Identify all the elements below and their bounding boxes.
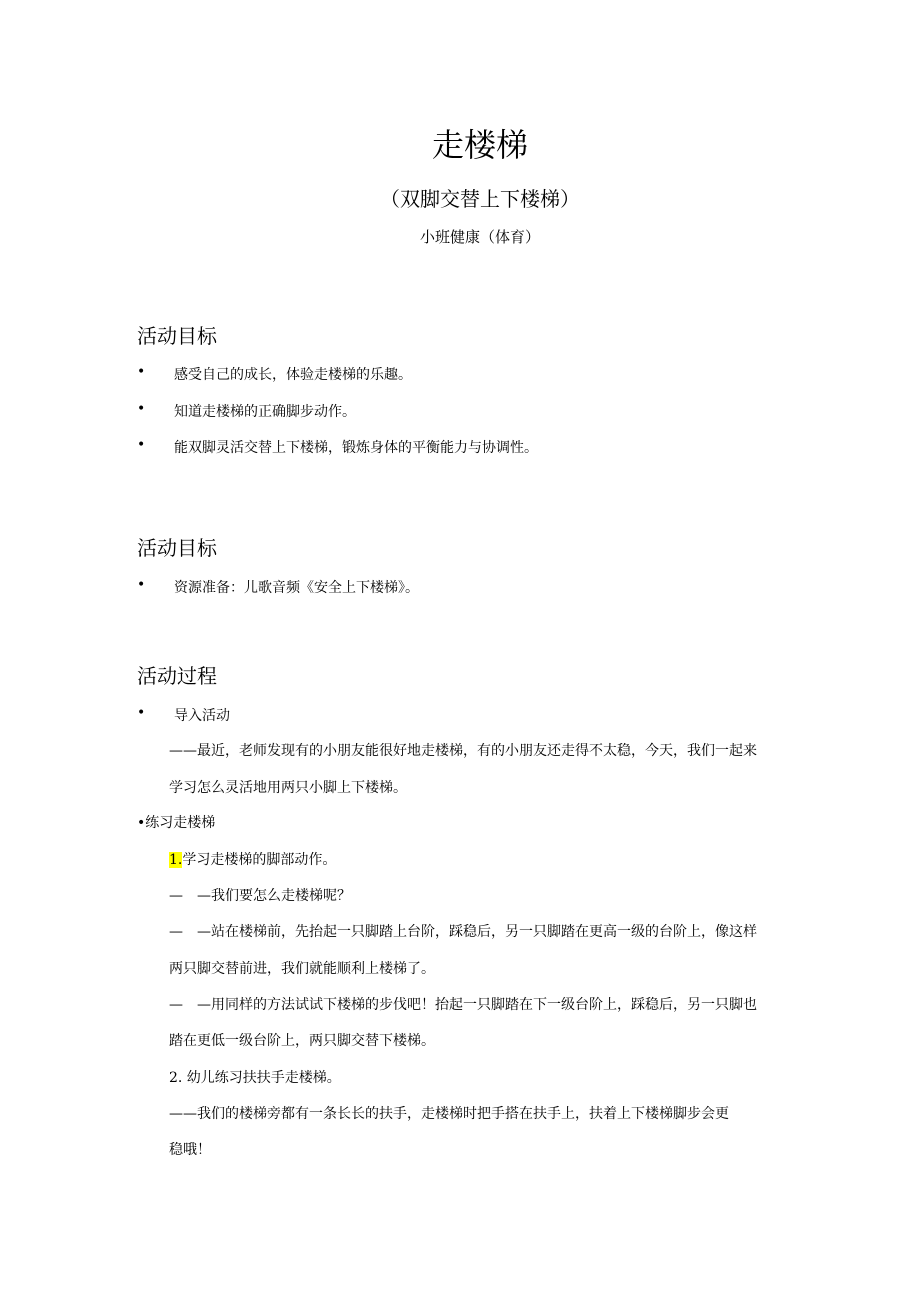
section-heading-goals: 活动目标 xyxy=(137,324,217,348)
practice-label: •练习走楼梯 xyxy=(137,815,216,831)
intro-label: 导入活动 xyxy=(174,708,230,724)
practice-line: 两只脚交替前进，我们就能顺利上楼梯了。 xyxy=(169,961,435,977)
step-1-text: 学习走楼梯的脚部动作。 xyxy=(182,852,337,868)
practice-line: 稳哦！ xyxy=(169,1142,211,1158)
step-1-number: 1. xyxy=(169,852,183,868)
section-heading-process: 活动过程 xyxy=(137,664,217,688)
preparation-item: 资源准备：儿歌音频《安全上下楼梯》。 xyxy=(174,580,419,596)
practice-line: — —站在楼梯前，先抬起一只脚踏上台阶，踩稳后，另一只脚踏在更高一级的台阶上，像这样 xyxy=(169,924,757,940)
bullet-dot: • xyxy=(137,364,146,380)
step-1 xyxy=(169,849,336,869)
bullet-dot: • xyxy=(137,437,146,453)
document-title: 走楼梯 xyxy=(431,126,528,164)
intro-line: ——最近，老师发现有的小朋友能很好地走楼梯，有的小朋友还走得不太稳，今天，我们一起来 xyxy=(169,743,757,759)
section-heading-preparation: 活动目标 xyxy=(137,536,217,560)
practice-line: — —我们要怎么走楼梯呢？ xyxy=(169,888,351,904)
bullet-dot: • xyxy=(137,577,146,593)
practice-line: ——我们的楼梯旁都有一条长长的扶手，走楼梯时把手搭在扶手上，扶着上下楼梯脚步会更 xyxy=(169,1106,729,1122)
practice-line: 踏在更低一级台阶上，两只脚交替下楼梯。 xyxy=(169,1033,435,1049)
goal-item: 能双脚灵活交替上下楼梯，锻炼身体的平衡能力与协调性。 xyxy=(174,440,538,456)
document-meta: 小班健康（体育） xyxy=(419,228,540,246)
practice-line: — —用同样的方法试试下楼梯的步伐吧！抬起一只脚踏在下一级台阶上，踩稳后，另一只脚也 xyxy=(169,997,757,1013)
bullet-dot: • xyxy=(137,401,146,417)
intro-line: 学习怎么灵活地用两只小脚上下楼梯。 xyxy=(169,780,407,796)
goal-item: 知道走楼梯的正确脚步动作。 xyxy=(174,404,356,420)
document-subtitle: （双脚交替上下楼梯） xyxy=(380,187,580,211)
bullet-dot: • xyxy=(137,705,146,721)
practice-line: 2. 幼儿练习扶扶手走楼梯。 xyxy=(169,1070,341,1086)
goal-item: 感受自己的成长，体验走楼梯的乐趣。 xyxy=(174,367,412,383)
